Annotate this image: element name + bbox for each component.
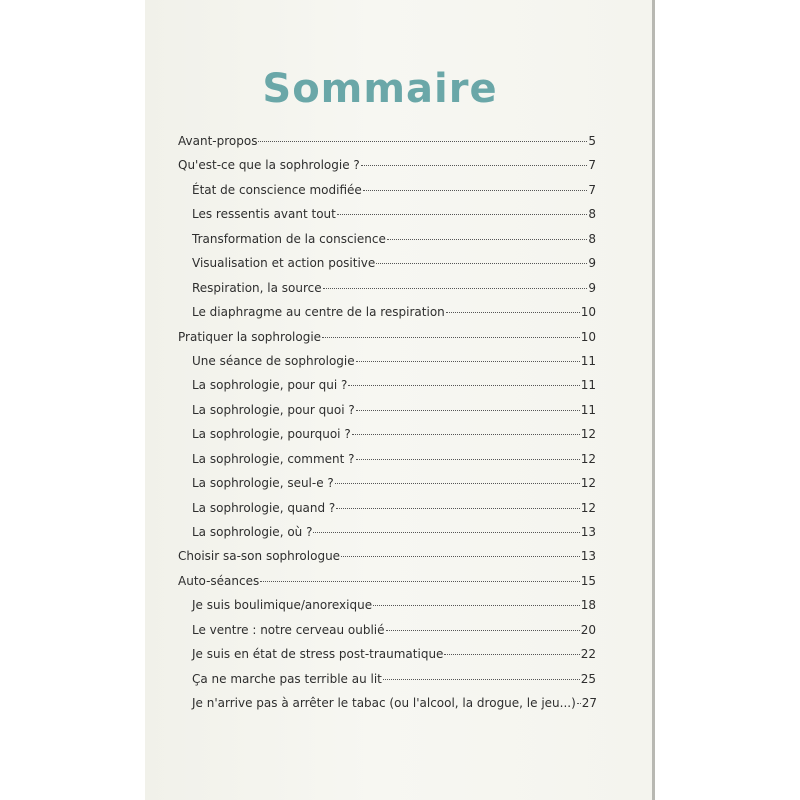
- toc-entry-label: Transformation de la conscience: [192, 231, 386, 246]
- dot-leader: [376, 263, 587, 264]
- toc-entry-label: La sophrologie, quand ?: [192, 500, 336, 515]
- toc-entry-page-number: 20: [580, 622, 596, 637]
- toc-entry-page-number: 12: [580, 476, 596, 491]
- dot-leader: [337, 214, 587, 215]
- dot-leader: [341, 556, 580, 557]
- toc-entry: [178, 598, 596, 622]
- toc-entry: [178, 134, 596, 158]
- dot-leader: [313, 532, 579, 533]
- toc-entry: [178, 403, 596, 427]
- toc-entry-label: Respiration, la source: [192, 280, 322, 295]
- table-of-contents: [178, 134, 596, 721]
- toc-entry: [178, 549, 596, 573]
- dot-leader: [336, 508, 579, 509]
- toc-entry-label: Ça ne marche pas terrible au lit: [192, 671, 382, 686]
- toc-entry-label: La sophrologie, seul-e ?: [192, 476, 334, 491]
- toc-entry-page-number: 12: [580, 500, 596, 515]
- toc-entry-label: Choisir sa-son sophrologue: [178, 549, 341, 564]
- toc-entry-label: Le diaphragme au centre de la respiration: [192, 305, 445, 320]
- toc-entry-page-number: 5: [588, 134, 596, 148]
- dot-leader: [361, 165, 588, 166]
- dot-leader: [322, 337, 580, 338]
- dot-leader: [335, 483, 580, 484]
- toc-entry-page-number: 22: [580, 647, 596, 662]
- toc-entry-page-number: 11: [580, 378, 596, 393]
- toc-entry-page-number: 25: [580, 671, 596, 686]
- toc-entry: [178, 281, 596, 305]
- toc-entry-page-number: 8: [588, 207, 596, 222]
- toc-entry: [178, 501, 596, 525]
- toc-entry: [178, 256, 596, 280]
- toc-entry-label: Les ressentis avant tout: [192, 207, 336, 222]
- toc-entry-label: Je suis en état de stress post-traumatique: [192, 647, 444, 662]
- toc-entry-label: Le ventre : notre cerveau oublié: [192, 622, 385, 637]
- toc-entry: [178, 354, 596, 378]
- toc-entry-page-number: 10: [580, 305, 596, 320]
- toc-entry-label: La sophrologie, pourquoi ?: [192, 427, 351, 442]
- toc-entry: [178, 183, 596, 207]
- toc-entry: [178, 672, 596, 696]
- toc-entry: [178, 452, 596, 476]
- dot-leader: [387, 239, 588, 240]
- toc-entry-label: Une séance de sophrologie: [192, 353, 355, 368]
- toc-entry: [178, 525, 596, 549]
- toc-entry-page-number: 7: [588, 182, 596, 197]
- toc-entry-page-number: 12: [580, 451, 596, 466]
- toc-entry: [178, 158, 596, 182]
- toc-entry-label: État de conscience modifiée: [192, 182, 362, 197]
- toc-entry: [178, 427, 596, 451]
- dot-leader: [356, 361, 580, 362]
- toc-entry-page-number: 9: [588, 280, 596, 295]
- toc-entry-label: La sophrologie, pour qui ?: [192, 378, 348, 393]
- dot-leader: [386, 630, 580, 631]
- dot-leader: [258, 141, 587, 142]
- page-title: Sommaire: [262, 66, 498, 112]
- toc-entry-page-number: 15: [580, 573, 596, 588]
- toc-entry-label: La sophrologie, comment ?: [192, 451, 355, 466]
- toc-entry-page-number: 12: [580, 427, 596, 442]
- toc-entry-page-number: 13: [580, 549, 596, 564]
- toc-entry-label: Visualisation et action positive: [192, 256, 376, 271]
- toc-entry: [178, 207, 596, 231]
- toc-entry-label: La sophrologie, où ?: [192, 525, 313, 539]
- toc-entry-page-number: 8: [588, 231, 596, 246]
- dot-leader: [577, 703, 581, 704]
- toc-entry-label: La sophrologie, pour quoi ?: [192, 402, 355, 417]
- toc-entry: [178, 623, 596, 647]
- toc-entry-page-number: 13: [580, 525, 596, 539]
- toc-entry: [178, 232, 596, 256]
- page-edge: [652, 0, 655, 800]
- toc-entry: [178, 696, 596, 720]
- toc-entry-label: Avant-propos: [178, 134, 258, 148]
- dot-leader: [323, 288, 588, 289]
- toc-entry-page-number: 7: [588, 158, 596, 173]
- toc-entry-page-number: 27: [581, 696, 598, 711]
- toc-entry-label: Qu'est-ce que la sophrologie ?: [178, 158, 360, 173]
- toc-entry: [178, 647, 596, 671]
- dot-leader: [356, 410, 580, 411]
- dot-leader: [363, 190, 588, 191]
- toc-entry-page-number: 10: [580, 329, 596, 344]
- toc-entry-label: Je n'arrive pas à arrêter le tabac (ou l'alcool, la drogue, le jeu...): [192, 696, 576, 711]
- toc-entry: [178, 574, 596, 598]
- dot-leader: [352, 434, 580, 435]
- toc-entry-label: Je suis boulimique/anorexique: [192, 598, 373, 613]
- dot-leader: [444, 654, 579, 655]
- dot-leader: [348, 385, 579, 386]
- dot-leader: [356, 459, 580, 460]
- toc-entry-label: Auto-séances: [178, 573, 260, 588]
- toc-entry: [178, 330, 596, 354]
- toc-entry-page-number: 18: [580, 598, 596, 613]
- toc-entry: [178, 476, 596, 500]
- toc-entry-label: Pratiquer la sophrologie: [178, 329, 322, 344]
- dot-leader: [446, 312, 580, 313]
- toc-entry: [178, 378, 596, 402]
- toc-entry: [178, 305, 596, 329]
- toc-entry-page-number: 9: [588, 256, 596, 271]
- dot-leader: [260, 581, 579, 582]
- toc-entry-page-number: 11: [580, 353, 596, 368]
- dot-leader: [383, 679, 580, 680]
- dot-leader: [373, 605, 580, 606]
- toc-entry-page-number: 11: [580, 402, 596, 417]
